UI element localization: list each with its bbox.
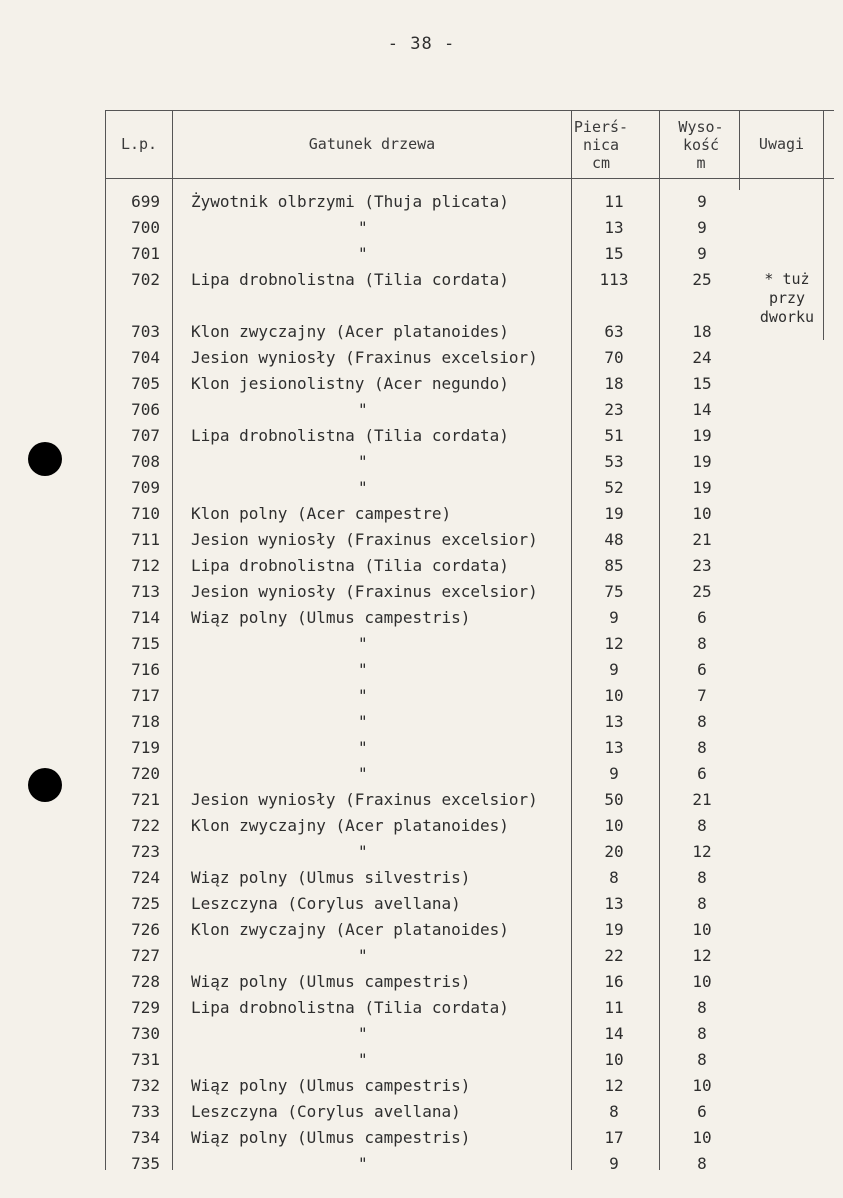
species-name: " bbox=[358, 660, 368, 679]
species-name: " bbox=[358, 452, 368, 471]
height-value: 10 bbox=[692, 972, 712, 991]
height-value: 9 bbox=[697, 192, 707, 211]
height-value: 24 bbox=[692, 348, 712, 367]
girth-value: 9 bbox=[609, 764, 619, 783]
species-name: Wiąz polny (Ulmus campestris) bbox=[191, 972, 471, 991]
row-number: 699 bbox=[131, 192, 160, 211]
table-row bbox=[0, 400, 843, 426]
species-name: Jesion wyniosły (Fraxinus excelsior) bbox=[191, 348, 538, 367]
species-name: Jesion wyniosły (Fraxinus excelsior) bbox=[191, 582, 538, 601]
row-number: 705 bbox=[131, 374, 160, 393]
height-value: 8 bbox=[697, 998, 707, 1017]
girth-value: 14 bbox=[604, 1024, 624, 1043]
row-number: 712 bbox=[131, 556, 160, 575]
table-row bbox=[0, 348, 843, 374]
header-height-line-3: m bbox=[696, 154, 706, 172]
height-value: 6 bbox=[697, 660, 707, 679]
height-value: 21 bbox=[692, 790, 712, 809]
header-notes: Uwagi bbox=[758, 135, 805, 153]
height-value: 10 bbox=[692, 1128, 712, 1147]
height-value: 8 bbox=[697, 816, 707, 835]
row-number: 725 bbox=[131, 894, 160, 913]
height-value: 9 bbox=[697, 244, 707, 263]
table-row bbox=[0, 738, 843, 764]
table-row bbox=[0, 946, 843, 972]
table-row bbox=[0, 764, 843, 790]
girth-value: 9 bbox=[609, 660, 619, 679]
species-name: " bbox=[358, 842, 368, 861]
row-number: 728 bbox=[131, 972, 160, 991]
species-name: " bbox=[358, 946, 368, 965]
girth-value: 8 bbox=[609, 868, 619, 887]
species-name: Leszczyna (Corylus avellana) bbox=[191, 894, 461, 913]
species-name: Wiąz polny (Ulmus campestris) bbox=[191, 1076, 471, 1095]
remark-line-3: dworku bbox=[759, 308, 815, 326]
girth-value: 113 bbox=[599, 270, 629, 289]
table-row bbox=[0, 868, 843, 894]
height-value: 8 bbox=[697, 634, 707, 653]
height-value: 8 bbox=[697, 894, 707, 913]
row-number: 735 bbox=[131, 1154, 160, 1173]
height-value: 8 bbox=[697, 712, 707, 731]
height-value: 7 bbox=[697, 686, 707, 705]
row-number: 706 bbox=[131, 400, 160, 419]
row-number: 715 bbox=[131, 634, 160, 653]
table-row bbox=[0, 608, 843, 634]
table-row bbox=[0, 1076, 843, 1102]
header-bottom-rule bbox=[105, 178, 834, 179]
girth-value: 13 bbox=[604, 218, 624, 237]
table-row bbox=[0, 972, 843, 998]
height-value: 12 bbox=[692, 946, 712, 965]
row-number: 708 bbox=[131, 452, 160, 471]
species-name: " bbox=[358, 686, 368, 705]
girth-value: 10 bbox=[604, 1050, 624, 1069]
height-value: 19 bbox=[692, 478, 712, 497]
table-row bbox=[0, 556, 843, 582]
height-value: 8 bbox=[697, 1024, 707, 1043]
row-number: 710 bbox=[131, 504, 160, 523]
table-row bbox=[0, 426, 843, 452]
row-number: 731 bbox=[131, 1050, 160, 1069]
girth-value: 13 bbox=[604, 894, 624, 913]
row-number: 711 bbox=[131, 530, 160, 549]
girth-value: 19 bbox=[604, 504, 624, 523]
girth-value: 9 bbox=[609, 608, 619, 627]
row-number: 718 bbox=[131, 712, 160, 731]
page-number: - 38 - bbox=[387, 34, 456, 54]
species-name: " bbox=[358, 738, 368, 757]
height-value: 8 bbox=[697, 1050, 707, 1069]
table-row bbox=[0, 1128, 843, 1154]
girth-value: 13 bbox=[604, 738, 624, 757]
girth-value: 48 bbox=[604, 530, 624, 549]
species-name: Jesion wyniosły (Fraxinus excelsior) bbox=[191, 530, 538, 549]
species-name: " bbox=[358, 244, 368, 263]
height-value: 9 bbox=[697, 218, 707, 237]
species-name: Leszczyna (Corylus avellana) bbox=[191, 1102, 461, 1121]
row-number: 720 bbox=[131, 764, 160, 783]
species-name: " bbox=[358, 1050, 368, 1069]
girth-value: 23 bbox=[604, 400, 624, 419]
row-number: 703 bbox=[131, 322, 160, 341]
row-number: 707 bbox=[131, 426, 160, 445]
table-row bbox=[0, 1102, 843, 1128]
species-name: Lipa drobnolistna (Tilia cordata) bbox=[191, 998, 509, 1017]
row-number: 734 bbox=[131, 1128, 160, 1147]
girth-value: 9 bbox=[609, 1154, 619, 1173]
table-row bbox=[0, 920, 843, 946]
height-value: 23 bbox=[692, 556, 712, 575]
table-row bbox=[0, 790, 843, 816]
height-value: 18 bbox=[692, 322, 712, 341]
table-row bbox=[0, 374, 843, 400]
species-name: " bbox=[358, 634, 368, 653]
table-row bbox=[0, 322, 843, 348]
row-number: 723 bbox=[131, 842, 160, 861]
species-name: Jesion wyniosły (Fraxinus excelsior) bbox=[191, 790, 538, 809]
table-row bbox=[0, 478, 843, 504]
species-name: Żywotnik olbrzymi (Thuja plicata) bbox=[191, 192, 509, 211]
species-name: Lipa drobnolistna (Tilia cordata) bbox=[191, 426, 509, 445]
girth-value: 12 bbox=[604, 634, 624, 653]
table-row bbox=[0, 1024, 843, 1050]
height-value: 8 bbox=[697, 738, 707, 757]
girth-value: 11 bbox=[604, 192, 624, 211]
height-value: 25 bbox=[692, 270, 712, 289]
height-value: 8 bbox=[697, 1154, 707, 1173]
height-value: 15 bbox=[692, 374, 712, 393]
height-value: 25 bbox=[692, 582, 712, 601]
row-number: 727 bbox=[131, 946, 160, 965]
girth-value: 18 bbox=[604, 374, 624, 393]
height-value: 8 bbox=[697, 868, 707, 887]
header-girth-line-2: nica bbox=[582, 136, 620, 154]
header-girth bbox=[572, 118, 630, 172]
table-row bbox=[0, 998, 843, 1024]
row-number: 717 bbox=[131, 686, 160, 705]
table-row bbox=[0, 504, 843, 530]
girth-value: 52 bbox=[604, 478, 624, 497]
table-row bbox=[0, 712, 843, 738]
row-number: 709 bbox=[131, 478, 160, 497]
height-value: 19 bbox=[692, 426, 712, 445]
girth-value: 20 bbox=[604, 842, 624, 861]
table-row bbox=[0, 894, 843, 920]
table-row bbox=[0, 660, 843, 686]
height-value: 21 bbox=[692, 530, 712, 549]
species-name: Klon zwyczajny (Acer platanoides) bbox=[191, 322, 509, 341]
girth-value: 10 bbox=[604, 686, 624, 705]
species-name: " bbox=[358, 1024, 368, 1043]
girth-value: 13 bbox=[604, 712, 624, 731]
table-row bbox=[0, 816, 843, 842]
girth-value: 11 bbox=[604, 998, 624, 1017]
table-row bbox=[0, 270, 843, 296]
table-row bbox=[0, 244, 843, 270]
species-name: Lipa drobnolistna (Tilia cordata) bbox=[191, 556, 509, 575]
girth-value: 53 bbox=[604, 452, 624, 471]
girth-value: 12 bbox=[604, 1076, 624, 1095]
girth-value: 22 bbox=[604, 946, 624, 965]
species-name: " bbox=[358, 400, 368, 419]
header-girth-line-3: cm bbox=[591, 154, 611, 172]
species-name: Klon jesionolistny (Acer negundo) bbox=[191, 374, 509, 393]
row-number: 732 bbox=[131, 1076, 160, 1095]
girth-value: 85 bbox=[604, 556, 624, 575]
girth-value: 75 bbox=[604, 582, 624, 601]
height-value: 6 bbox=[697, 764, 707, 783]
species-name: " bbox=[358, 218, 368, 237]
girth-value: 15 bbox=[604, 244, 624, 263]
height-value: 10 bbox=[692, 1076, 712, 1095]
row-number: 730 bbox=[131, 1024, 160, 1043]
species-name: " bbox=[358, 478, 368, 497]
row-number: 713 bbox=[131, 582, 160, 601]
row-number: 729 bbox=[131, 998, 160, 1017]
height-value: 12 bbox=[692, 842, 712, 861]
height-value: 10 bbox=[692, 504, 712, 523]
table-top-rule bbox=[105, 110, 834, 111]
height-value: 6 bbox=[697, 608, 707, 627]
girth-value: 51 bbox=[604, 426, 624, 445]
table-row bbox=[0, 452, 843, 478]
species-name: Klon zwyczajny (Acer platanoides) bbox=[191, 920, 509, 939]
girth-value: 50 bbox=[604, 790, 624, 809]
height-value: 10 bbox=[692, 920, 712, 939]
species-name: " bbox=[358, 712, 368, 731]
row-number: 702 bbox=[131, 270, 160, 289]
row-number: 719 bbox=[131, 738, 160, 757]
girth-value: 19 bbox=[604, 920, 624, 939]
row-number: 721 bbox=[131, 790, 160, 809]
remark-line-1: * tuż bbox=[764, 270, 810, 288]
row-number: 700 bbox=[131, 218, 160, 237]
species-name: Wiąz polny (Ulmus campestris) bbox=[191, 608, 471, 627]
height-value: 14 bbox=[692, 400, 712, 419]
row-number: 733 bbox=[131, 1102, 160, 1121]
header-height-line-2: kość bbox=[682, 136, 720, 154]
species-name: Wiąz polny (Ulmus campestris) bbox=[191, 1128, 471, 1147]
table-row bbox=[0, 582, 843, 608]
girth-value: 8 bbox=[609, 1102, 619, 1121]
table-row bbox=[0, 1154, 843, 1180]
table-row bbox=[0, 530, 843, 556]
table-row bbox=[0, 192, 843, 218]
table-row bbox=[0, 634, 843, 660]
species-name: Lipa drobnolistna (Tilia cordata) bbox=[191, 270, 509, 289]
remark-line-2: przy bbox=[768, 289, 806, 307]
height-value: 6 bbox=[697, 1102, 707, 1121]
height-value: 19 bbox=[692, 452, 712, 471]
girth-value: 17 bbox=[604, 1128, 624, 1147]
row-number: 724 bbox=[131, 868, 160, 887]
row-number: 701 bbox=[131, 244, 160, 263]
row-number: 714 bbox=[131, 608, 160, 627]
species-name: Klon zwyczajny (Acer platanoides) bbox=[191, 816, 509, 835]
species-name: " bbox=[358, 1154, 368, 1173]
table-row bbox=[0, 218, 843, 244]
species-name: Klon polny (Acer campestre) bbox=[191, 504, 452, 523]
row-number: 716 bbox=[131, 660, 160, 679]
species-name: Wiąz polny (Ulmus silvestris) bbox=[191, 868, 471, 887]
header-height-line-1: Wyso- bbox=[678, 118, 724, 136]
row-number: 726 bbox=[131, 920, 160, 939]
girth-value: 70 bbox=[604, 348, 624, 367]
girth-value: 63 bbox=[604, 322, 624, 341]
row-number: 704 bbox=[131, 348, 160, 367]
header-girth-line-1: Pierś- bbox=[573, 118, 629, 136]
row-number: 722 bbox=[131, 816, 160, 835]
table-row bbox=[0, 1050, 843, 1076]
header-species: Gatunek drzewa bbox=[308, 135, 436, 153]
table-row bbox=[0, 686, 843, 712]
girth-value: 16 bbox=[604, 972, 624, 991]
girth-value: 10 bbox=[604, 816, 624, 835]
table-row bbox=[0, 842, 843, 868]
header-height bbox=[664, 118, 738, 172]
species-name: " bbox=[358, 764, 368, 783]
header-lp: L.p. bbox=[120, 135, 158, 153]
